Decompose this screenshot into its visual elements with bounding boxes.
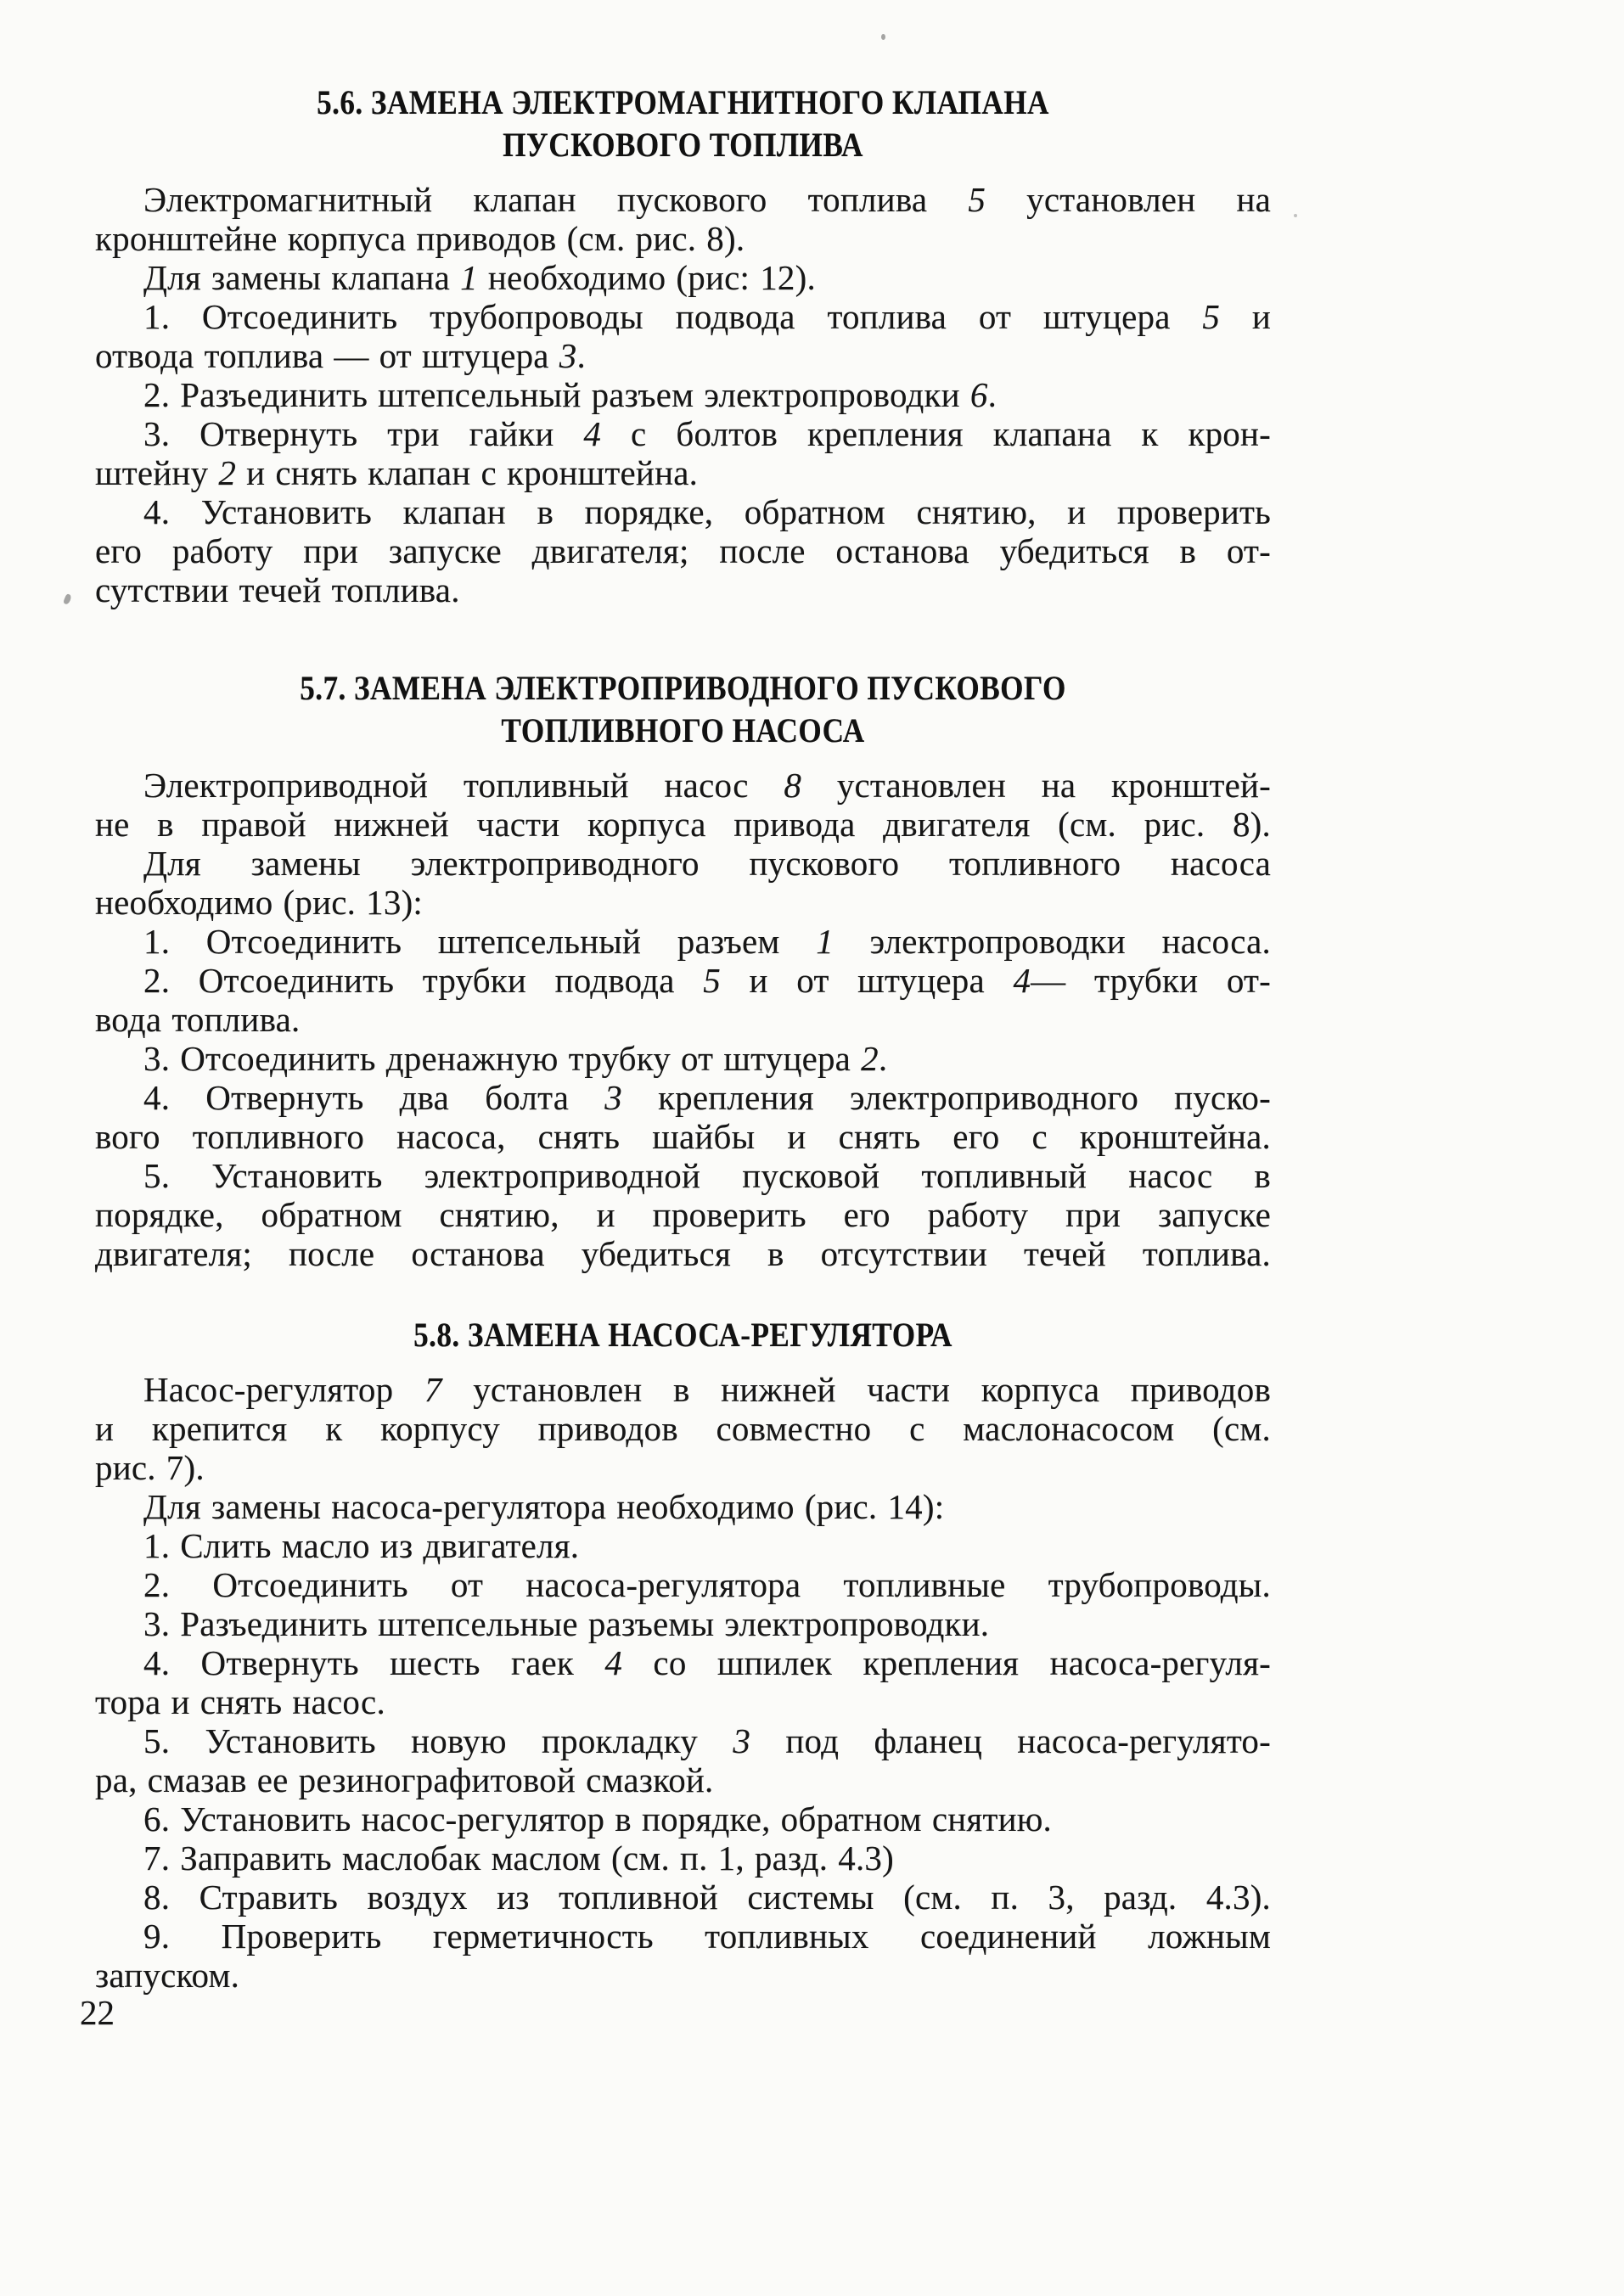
- text-line: [95, 922, 1271, 961]
- text-line: [95, 297, 1271, 336]
- text-line: [95, 1721, 1271, 1760]
- text-run: Насос-регулятор: [143, 1370, 424, 1409]
- section-heading: [95, 1314, 1271, 1356]
- text-line: [95, 1838, 1271, 1878]
- paragraph: [95, 1917, 1271, 1995]
- text-run: его работу при запуске двигателя; после останова убедиться в от-: [95, 531, 1271, 570]
- text-run: — трубки от-: [1031, 961, 1271, 1000]
- heading-line: 5.7. ЗАМЕНА ЭЛЕКТРОПРИВОДНОГО ПУСКОВОГО: [300, 669, 1066, 707]
- scan-speckle: [598, 1737, 600, 1739]
- paragraph: [95, 1838, 1271, 1878]
- scan-speckle: [63, 593, 72, 605]
- text-run: .: [576, 336, 586, 375]
- figure-ref-number: 3: [733, 1721, 751, 1760]
- text-run: 5. Установить новую прокладку: [143, 1721, 733, 1760]
- paragraph: [95, 375, 1271, 414]
- heading-line: ТОПЛИВНОГО НАСОСА: [501, 711, 865, 749]
- figure-ref-number: 1: [816, 922, 834, 961]
- text-run: 6. Установить насос-регулятор в порядке, обратном снятию.: [143, 1799, 1053, 1838]
- figure-ref-number: 4: [604, 1643, 623, 1682]
- text-run: 2. Разъединить штепсельный разъем электропроводки: [143, 375, 970, 414]
- paragraph: [95, 492, 1271, 609]
- text-run: сутствии течей топлива.: [95, 570, 460, 609]
- section-body: [95, 766, 1271, 1273]
- text-run: порядке, обратном снятию, и проверить его работу при запуске: [95, 1195, 1271, 1234]
- text-run: 4. Установить клапан в порядке, обратном снятию, и проверить: [143, 492, 1271, 531]
- page-number: 22: [80, 1993, 115, 2032]
- text-run: Для замены насоса-регулятора необходимо (рис. 14):: [143, 1487, 945, 1526]
- text-line: [95, 766, 1271, 805]
- text-line: [95, 1156, 1271, 1195]
- figure-ref-number: 2: [218, 453, 237, 492]
- paragraph: [95, 1156, 1271, 1273]
- text-run: Электромагнитный клапан пускового топлива: [143, 180, 969, 219]
- text-line: [95, 883, 1271, 922]
- text-line: [95, 414, 1271, 453]
- text-run: электропроводки насоса.: [833, 922, 1271, 961]
- text-run: 2. Отсоединить трубки подвода: [143, 961, 704, 1000]
- text-run: 3. Разъединить штепсельные разъемы электропроводки.: [143, 1604, 990, 1643]
- text-run: вода топлива.: [95, 1000, 301, 1039]
- figure-ref-number: 5: [968, 180, 986, 219]
- text-line: [95, 1039, 1271, 1078]
- section-heading: [95, 81, 1271, 166]
- paragraph: [95, 1604, 1271, 1643]
- text-run: с болтов крепления клапана к крон-: [601, 414, 1271, 453]
- figure-ref-number: 4: [1013, 961, 1031, 1000]
- text-run: 2. Отсоединить от насоса-регулятора топливные трубопроводы.: [143, 1565, 1271, 1604]
- text-line: [95, 1917, 1271, 1956]
- figure-ref-number: 4: [583, 414, 602, 453]
- text-line: [95, 1195, 1271, 1234]
- text-line: [95, 1878, 1271, 1917]
- paragraph: [95, 297, 1271, 375]
- text-run: запуском.: [95, 1956, 240, 1995]
- text-run: 9. Проверить герметичность топливных соединений ложным: [143, 1917, 1271, 1956]
- figure-ref-number: 8: [784, 766, 802, 805]
- figure-ref-number: 6: [969, 375, 988, 414]
- paragraph: [95, 1878, 1271, 1917]
- text-line: [95, 1604, 1271, 1643]
- text-line: [95, 570, 1271, 609]
- paragraph: [95, 1799, 1271, 1838]
- section: [95, 667, 1271, 1273]
- text-run: установлен на: [986, 180, 1271, 219]
- text-line: [95, 805, 1271, 844]
- paragraph: [95, 414, 1271, 492]
- text-run: установлен на кронштей-: [801, 766, 1271, 805]
- text-line: [95, 1799, 1271, 1838]
- text-line: [95, 453, 1271, 492]
- text-line: [95, 1956, 1271, 1995]
- paragraph: [95, 1565, 1271, 1604]
- section: [95, 81, 1271, 609]
- text-run: и: [1220, 297, 1271, 336]
- text-line: [95, 180, 1271, 219]
- text-line: [95, 258, 1271, 297]
- paragraph: [95, 1487, 1271, 1526]
- paragraph: [95, 1078, 1271, 1156]
- paragraph: [95, 1526, 1271, 1565]
- text-run: 5. Установить электроприводной пусковой топливный насос в: [143, 1156, 1271, 1195]
- text-run: под фланец насоса-регулято-: [750, 1721, 1271, 1760]
- text-run: 8. Стравить воздух из топливной системы (см. п. 3, разд. 4.3).: [143, 1878, 1271, 1917]
- paragraph: [95, 258, 1271, 297]
- text-line: [95, 1643, 1271, 1682]
- text-run: установлен в нижней части корпуса приводов: [441, 1370, 1271, 1409]
- paragraph: [95, 922, 1271, 961]
- section-heading: [95, 667, 1271, 752]
- text-line: [95, 1526, 1271, 1565]
- figure-ref-number: 5: [703, 961, 721, 1000]
- paragraph: [95, 1643, 1271, 1721]
- text-run: не в правой нижней части корпуса привода двигателя (см. рис. 8).: [95, 805, 1271, 844]
- text-run: 4. Отвернуть шесть гаек: [143, 1643, 605, 1682]
- text-line: [95, 1448, 1271, 1487]
- text-run: Электроприводной топливный насос: [143, 766, 784, 805]
- text-line: [95, 531, 1271, 570]
- text-run: 3. Отвернуть три гайки: [143, 414, 584, 453]
- text-run: необходимо (рис. 13):: [95, 883, 424, 922]
- text-line: [95, 1117, 1271, 1156]
- paragraph: [95, 844, 1271, 922]
- paragraph: [95, 1039, 1271, 1078]
- text-line: [95, 1760, 1271, 1799]
- text-run: 4. Отвернуть два болта: [143, 1078, 605, 1117]
- paragraph: [95, 1370, 1271, 1487]
- figure-ref-number: 3: [604, 1078, 622, 1117]
- text-run: кронштейне корпуса приводов (см. рис. 8).: [95, 219, 745, 258]
- text-run: 3. Отсоединить дренажную трубку от штуцера: [143, 1039, 862, 1078]
- paragraph: [95, 766, 1271, 844]
- text-run: .: [878, 1039, 888, 1078]
- text-run: Для замены электроприводного пускового топливного насоса: [143, 844, 1271, 883]
- text-run: вого топливного насоса, снять шайбы и снять его с кронштейна.: [95, 1117, 1271, 1156]
- text-run: рис. 7).: [95, 1448, 205, 1487]
- text-line: [95, 1682, 1271, 1721]
- figure-ref-number: 2: [861, 1039, 879, 1078]
- text-line: [95, 1234, 1271, 1273]
- text-run: тора и снять насос.: [95, 1682, 385, 1721]
- text-line: [95, 1078, 1271, 1117]
- heading-line: 5.6. ЗАМЕНА ЭЛЕКТРОМАГНИТНОГО КЛАПАНА: [317, 83, 1049, 121]
- text-run: Для замены клапана: [143, 258, 461, 297]
- text-line: [95, 375, 1271, 414]
- text-line: [95, 1409, 1271, 1448]
- text-line: [95, 492, 1271, 531]
- paragraph: [95, 961, 1271, 1039]
- paragraph: [95, 180, 1271, 258]
- text-column: [95, 81, 1271, 1995]
- text-run: штейну: [95, 453, 219, 492]
- text-run: 1. Отсоединить трубопроводы подвода топлива от штуцера: [143, 297, 1203, 336]
- text-line: [95, 1487, 1271, 1526]
- text-run: ра, смазав ее резинографитовой смазкой.: [95, 1760, 714, 1799]
- text-run: необходимо (рис: 12).: [477, 258, 816, 297]
- section: [95, 1314, 1271, 1995]
- figure-ref-number: 3: [559, 336, 577, 375]
- text-run: 1. Отсоединить штепсельный разъем: [143, 922, 817, 961]
- section-body: [95, 1370, 1271, 1995]
- figure-ref-number: 1: [460, 258, 478, 297]
- section-body: [95, 180, 1271, 609]
- text-run: отвода топлива — от штуцера: [95, 336, 559, 375]
- text-run: и крепится к корпусу приводов совместно с маслонасосом (см.: [95, 1409, 1271, 1448]
- text-run: крепления электроприводного пуско-: [621, 1078, 1271, 1117]
- figure-ref-number: 7: [424, 1370, 442, 1409]
- text-run: двигателя; после останова убедиться в отсутствии течей топлива.: [95, 1234, 1271, 1273]
- text-line: [95, 1565, 1271, 1604]
- heading-line: ПУСКОВОГО ТОПЛИВА: [503, 126, 863, 164]
- text-run: со шпилек крепления насоса-регуля-: [622, 1643, 1272, 1682]
- scan-speckle: [1294, 214, 1297, 217]
- text-line: [95, 844, 1271, 883]
- text-run: и от штуцера: [720, 961, 1014, 1000]
- scan-speckle: [881, 34, 885, 40]
- text-run: и снять клапан с кронштейна.: [236, 453, 699, 492]
- paragraph: [95, 1721, 1271, 1799]
- text-line: [95, 219, 1271, 258]
- figure-ref-number: 5: [1202, 297, 1221, 336]
- text-line: [95, 961, 1271, 1000]
- text-line: [95, 1000, 1271, 1039]
- text-run: .: [987, 375, 997, 414]
- text-run: 7. Заправить маслобак маслом (см. п. 1, разд. 4.3): [143, 1838, 894, 1878]
- heading-line: 5.8. ЗАМЕНА НАСОСА-РЕГУЛЯТОРА: [413, 1316, 952, 1354]
- text-line: [95, 336, 1271, 375]
- text-run: 1. Слить масло из двигателя.: [143, 1526, 580, 1565]
- text-line: [95, 1370, 1271, 1409]
